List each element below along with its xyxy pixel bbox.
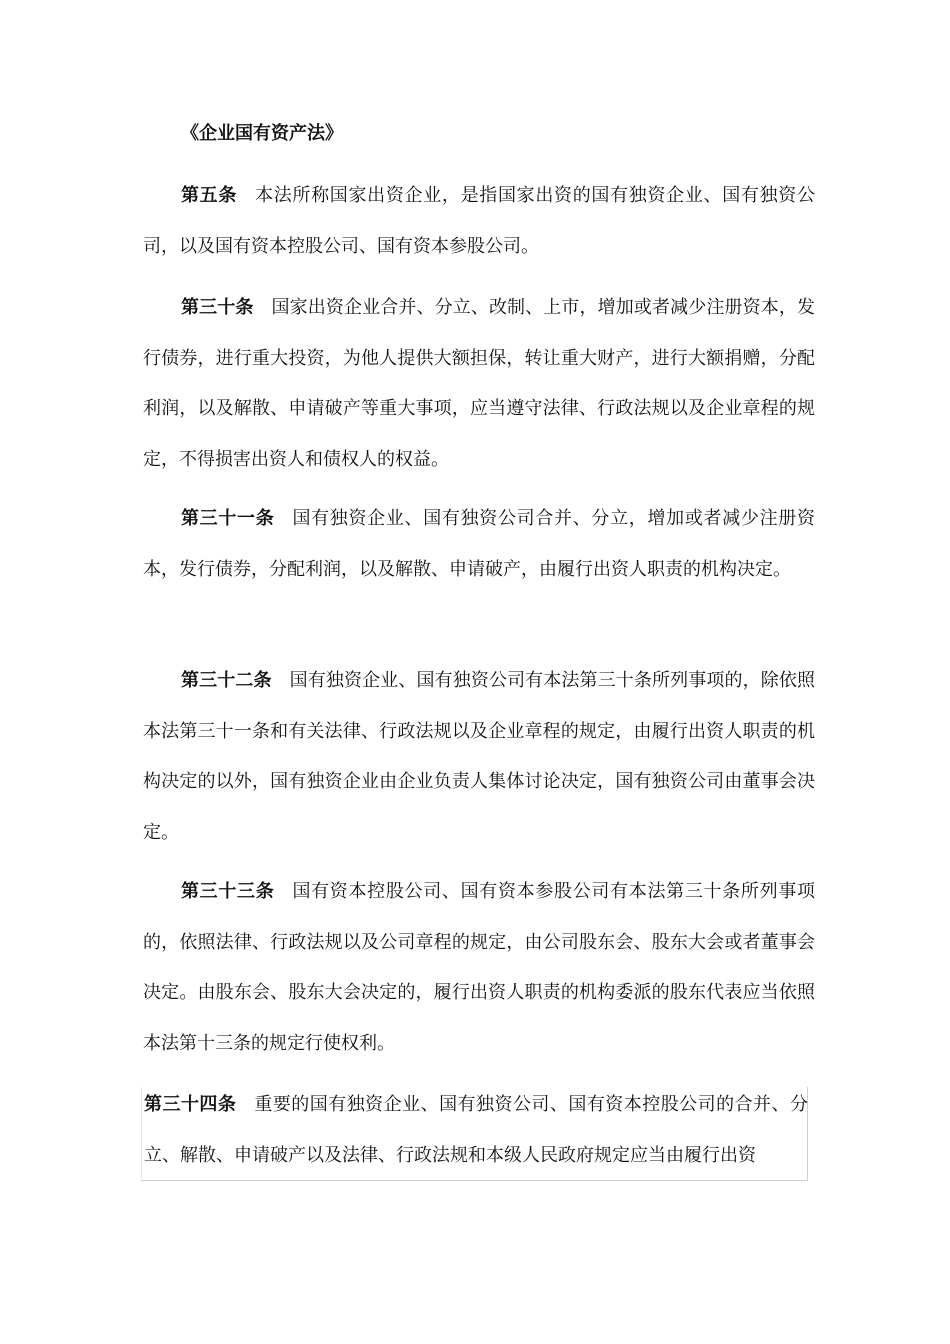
article-text: 本法所称国家出资企业，是指国家出资的国有独资企业、国有独资公司，以及国有资本控股公司、国有资本参股公司。 <box>143 185 815 257</box>
article-text: 国有独资企业、国有独资公司合并、分立，增加或者减少注册资本，发行债券，分配利润，以及解散、申请破产，由履行出资人职责的机构决定。 <box>143 508 815 580</box>
article-30 <box>143 283 815 485</box>
article-number: 第三十条 <box>181 297 254 318</box>
article-34 <box>144 1080 808 1181</box>
article-text: 国家出资企业合并、分立、改制、上市，增加或者减少注册资本，发行债券，进行重大投资，为他人提供大额担保，转让重大财产，进行大额捐赠，分配利润，以及解散、申请破产等重大事项，应当遵守法律、行政法规以及企业章程的规定，不得损害出资人和债权人的权益。 <box>143 297 815 470</box>
article-text: 国有资本控股公司、国有资本参股公司有本法第三十条所列事项的，依照法律、行政法规以及公司章程的规定，由公司股东会、股东大会或者董事会决定。由股东会、股东大会决定的，履行出资人职责的机构委派的股东代表应当依照本法第十三条的规定行使权利。 <box>143 881 815 1054</box>
article-34-frame <box>141 1087 808 1181</box>
article-text: 重要的国有独资企业、国有独资公司、国有资本控股公司的合并、分立、解散、申请破产以及法律、行政法规和本级人民政府规定应当由履行出资 <box>144 1094 808 1166</box>
article-number: 第三十四条 <box>144 1094 237 1115</box>
article-number: 第三十一条 <box>181 508 275 529</box>
article-number: 第三十三条 <box>181 881 275 902</box>
article-number: 第五条 <box>181 185 238 206</box>
article-31 <box>143 494 815 595</box>
article-5 <box>143 171 815 272</box>
article-number: 第三十二条 <box>181 670 272 691</box>
article-text: 国有独资企业、国有独资公司有本法第三十条所列事项的，除依照本法第三十一条和有关法律、行政法规以及企业章程的规定，由履行出资人职责的机构决定的以外，国有独资企业由企业负责人集体讨论决定，国有独资公司由董事会决定。 <box>143 670 816 843</box>
article-33 <box>143 867 815 1069</box>
article-32 <box>143 656 815 858</box>
document-title: 《企业国有资产法》 <box>181 123 343 144</box>
